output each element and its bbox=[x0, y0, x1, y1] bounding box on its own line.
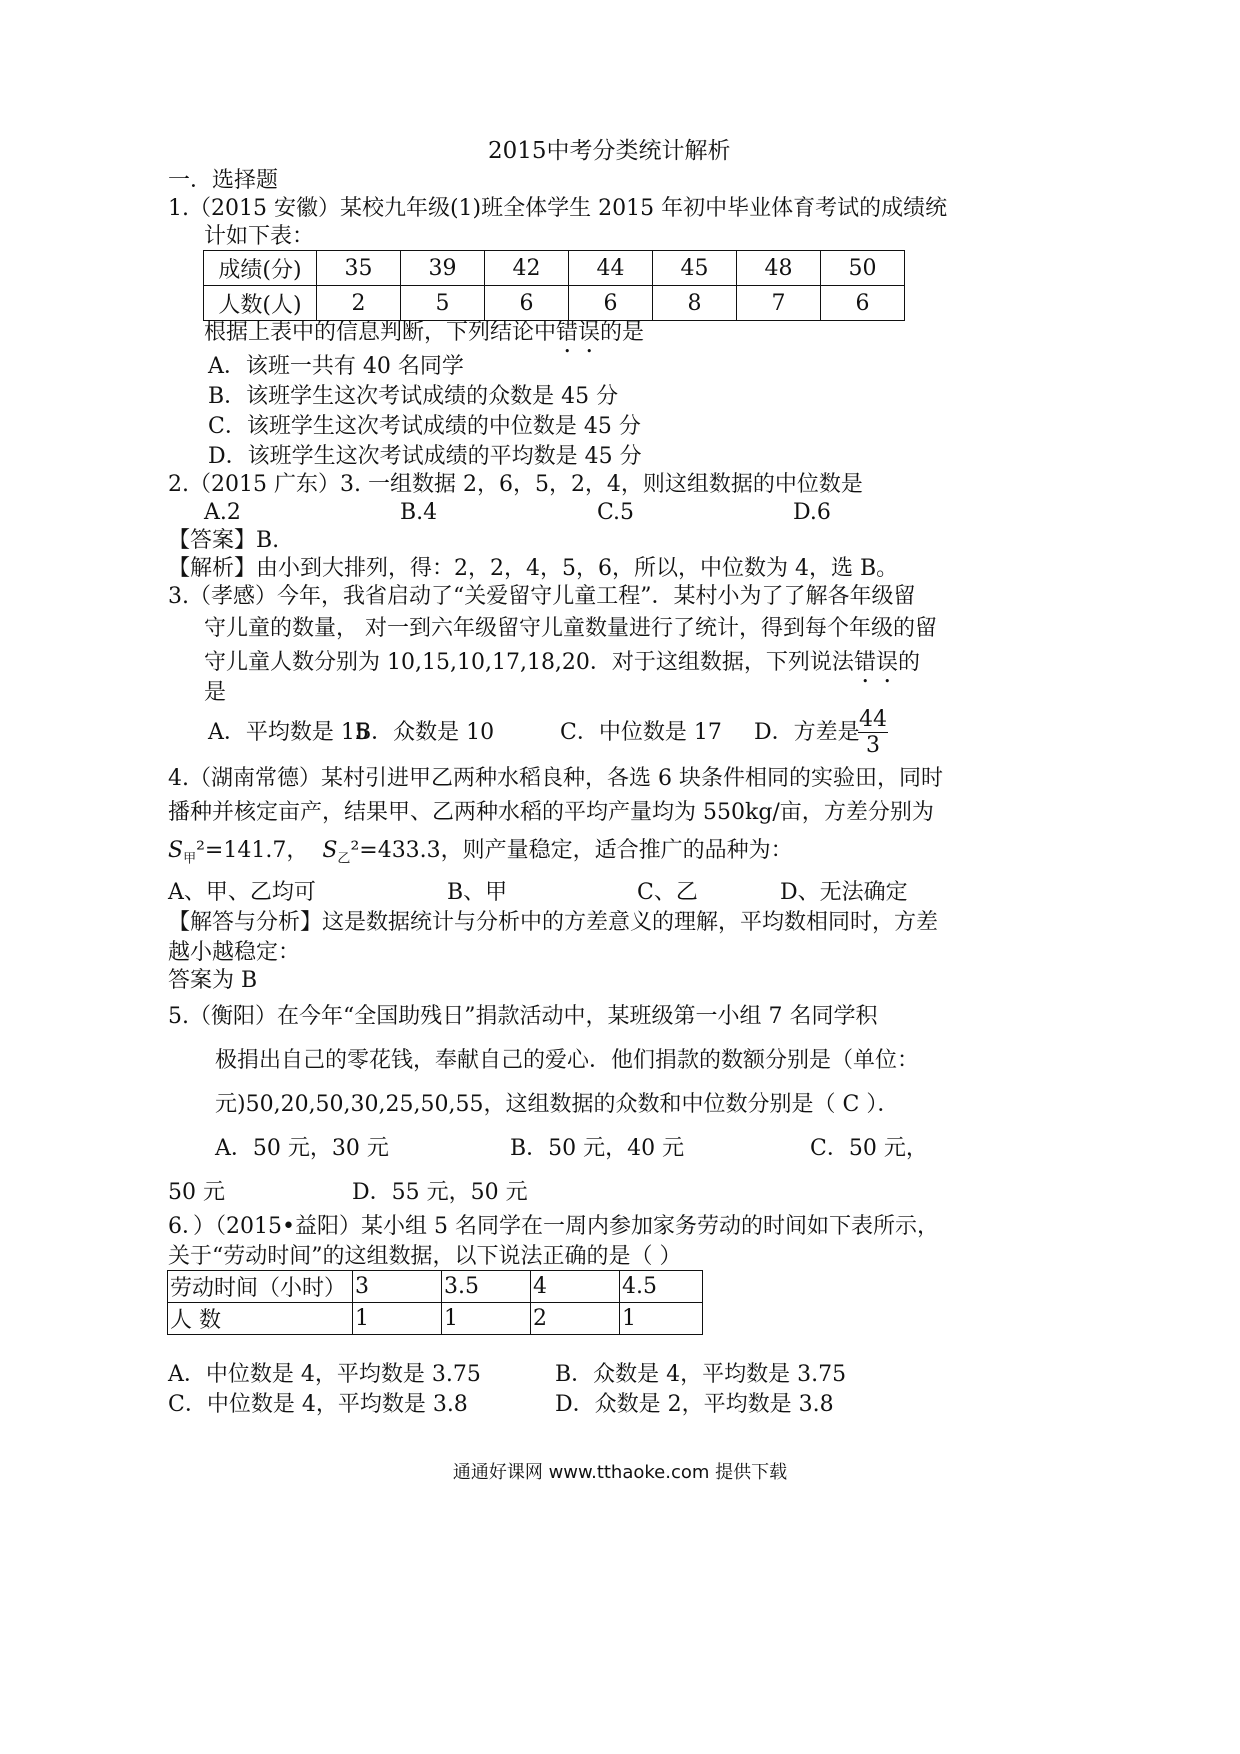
table-row bbox=[204, 286, 905, 321]
q4-subscript-b: 乙 bbox=[337, 851, 351, 867]
table-cell: 3 bbox=[353, 1271, 442, 1303]
table-cell: 6 bbox=[485, 286, 569, 321]
table-cell: 35 bbox=[317, 251, 401, 286]
q4-option-a: A、甲、乙均可 bbox=[168, 880, 316, 905]
q6-stem-line2: 关于“劳动时间”的这组数据，以下说法正确的是（ ） bbox=[168, 1244, 682, 1269]
q1-question bbox=[204, 320, 644, 358]
q1-question-text: 根据上表中的信息判断，下列结论中 bbox=[204, 320, 557, 345]
table-cell: 2 bbox=[317, 286, 401, 321]
q6-time-table bbox=[167, 1270, 703, 1335]
q4-option-b: B、甲 bbox=[447, 880, 508, 905]
table-cell: 7 bbox=[737, 286, 821, 321]
table-cell: 6 bbox=[821, 286, 905, 321]
q1-question-emphasis: 错误 bbox=[556, 320, 601, 345]
table-cell: 6 bbox=[569, 286, 653, 321]
table-cell: 48 bbox=[737, 251, 821, 286]
q5-option-d: D．55 元，50 元 bbox=[352, 1180, 528, 1205]
q2-option-d: D.6 bbox=[793, 500, 831, 525]
q4-variance-b: ²=433.3，则产量稳定，适合推广的品种为： bbox=[350, 838, 793, 863]
q3-option-b: B．众数是 10 bbox=[355, 720, 495, 745]
q3-option-a: A．平均数是 15 bbox=[208, 720, 369, 745]
q3-line3-emphasis: 错误 bbox=[853, 650, 898, 675]
q3-option-d: D．方差是 bbox=[754, 720, 860, 745]
table-cell: 2 bbox=[531, 1303, 620, 1335]
q5-stem-line1: 5.（衡阳）在今年“全国助残日”捐款活动中，某班级第一小组 7 名同学积 bbox=[168, 1004, 878, 1029]
q2-option-c: C.5 bbox=[597, 500, 635, 525]
table-cell: 50 bbox=[821, 251, 905, 286]
table-cell: 4.5 bbox=[620, 1271, 703, 1303]
table-cell: 44 bbox=[569, 251, 653, 286]
q4-option-d: D、无法确定 bbox=[780, 880, 908, 905]
q1-option-c: C．该班学生这次考试成绩的中位数是 45 分 bbox=[208, 414, 641, 439]
table-cell: 1 bbox=[620, 1303, 703, 1335]
q4-variance-a: ²=141.7， bbox=[196, 838, 309, 863]
q1-option-a: A．该班一共有 40 名同学 bbox=[208, 354, 464, 379]
q5-option-b: B．50 元，40 元 bbox=[510, 1136, 685, 1161]
q3-fraction-denominator: 3 bbox=[866, 733, 880, 759]
q6-option-c: C．中位数是 4，平均数是 3.8 bbox=[168, 1392, 468, 1417]
q2-stem: 2.（2015 广东）3. 一组数据 2，6，5，2，4，则这组数据的中位数是 bbox=[168, 472, 863, 497]
table-cell: 5 bbox=[401, 286, 485, 321]
q1-score-table bbox=[203, 250, 905, 321]
q1-stem-line1: 1.（2015 安徽）某校九年级(1)班全体学生 2015 年初中毕业体育考试的成绩统 bbox=[168, 196, 948, 221]
q6-option-d: D．众数是 2，平均数是 3.8 bbox=[555, 1392, 834, 1417]
q4-analysis-line1: 【解答与分析】这是数据统计与分析中的方差意义的理解，平均数相同时，方差 bbox=[168, 910, 939, 935]
q3-line3-end: 的 bbox=[897, 650, 920, 675]
q4-stem-line2: 播种并核定亩产，结果甲、乙两种水稻的平均产量均为 550kg/亩，方差分别为 bbox=[168, 800, 934, 825]
table-cell: 8 bbox=[653, 286, 737, 321]
table-row bbox=[168, 1303, 703, 1335]
q1-stem-line2: 计如下表： bbox=[204, 224, 315, 249]
q2-answer: 【答案】B. bbox=[168, 528, 280, 553]
q5-stem-line2: 极捐出自己的零花钱，奉献自己的爱心．他们捐款的数额分别是（单位： bbox=[215, 1048, 920, 1073]
section-heading: 一．选择题 bbox=[168, 168, 279, 193]
table-cell: 1 bbox=[442, 1303, 531, 1335]
q3-stem-line1: 3.（孝感）今年，我省启动了“关爱留守儿童工程”．某村小为了了解各年级留 bbox=[168, 584, 916, 609]
q6-option-b: B．众数是 4，平均数是 3.75 bbox=[555, 1362, 847, 1387]
page-title: 2015中考分类统计解析 bbox=[488, 138, 731, 164]
table-row bbox=[168, 1271, 703, 1303]
q2-analysis: 【解析】由小到大排列，得：2，2，4，5，6，所以，中位数为 4，选 B。 bbox=[168, 556, 899, 581]
q6-option-a: A．中位数是 4，平均数是 3.75 bbox=[168, 1362, 481, 1387]
q1-option-d: D．该班学生这次考试成绩的平均数是 45 分 bbox=[208, 444, 642, 469]
table-cell: 45 bbox=[653, 251, 737, 286]
q3-stem-line3 bbox=[204, 650, 920, 688]
q4-stem-line1: 4.（湖南常德）某村引进甲乙两种水稻良种，各选 6 块条件相同的实验田，同时 bbox=[168, 766, 943, 791]
q3-option-c: C．中位数是 17 bbox=[560, 720, 722, 745]
q5-option-c: C．50 元， bbox=[810, 1136, 928, 1161]
table-row bbox=[204, 251, 905, 286]
q3-fraction-numerator: 44 bbox=[859, 707, 887, 732]
table-cell: 39 bbox=[401, 251, 485, 286]
q4-subscript-a: 甲 bbox=[183, 851, 197, 867]
q5-stem-line3: 元)50,20,50,30,25,50,55，这组数据的众数和中位数分别是（ C ）． bbox=[215, 1092, 900, 1117]
q3-stem-line2: 守儿童的数量， 对一到六年级留守儿童数量进行了统计，得到每个年级的留 bbox=[204, 616, 937, 641]
q3-fraction bbox=[858, 708, 888, 760]
q3-stem-line4: 是 bbox=[204, 680, 227, 705]
q4-symbol-s-2: S bbox=[322, 838, 338, 863]
q4-answer: 答案为 B bbox=[168, 968, 258, 993]
q2-option-b: B.4 bbox=[400, 500, 438, 525]
q6-stem-line1: 6．）（2015•益阳）某小组 5 名同学在一周内参加家务劳动的时间如下表所示， bbox=[168, 1214, 939, 1239]
q4-analysis-line2: 越小越稳定： bbox=[168, 940, 301, 965]
table-cell: 劳动时间（小时） bbox=[168, 1271, 353, 1303]
table-cell: 42 bbox=[485, 251, 569, 286]
table-cell: 人 数 bbox=[168, 1303, 353, 1335]
table-cell: 1 bbox=[353, 1303, 442, 1335]
q4-symbol-s: S bbox=[168, 838, 184, 863]
q1-option-b: B．该班学生这次考试成绩的众数是 45 分 bbox=[208, 384, 619, 409]
q4-variance-line bbox=[168, 840, 793, 865]
table-cell: 3.5 bbox=[442, 1271, 531, 1303]
q1-question-end: 的是 bbox=[600, 320, 645, 345]
q3-line3-text: 守儿童人数分别为 10,15,10,17,18,20．对于这组数据，下列说法 bbox=[204, 650, 854, 675]
table-cell: 成绩(分) bbox=[204, 251, 317, 286]
q2-option-a: A.2 bbox=[204, 500, 241, 525]
table-cell: 人数(人) bbox=[204, 286, 317, 321]
footer-credit: 通通好课网 www.tthaoke.com 提供下载 bbox=[452, 1462, 788, 1483]
q5-option-c-cont: 50 元 bbox=[168, 1180, 225, 1205]
q4-option-c: C、乙 bbox=[637, 880, 698, 905]
q5-option-a: A．50 元，30 元 bbox=[215, 1136, 389, 1161]
table-cell: 4 bbox=[531, 1271, 620, 1303]
